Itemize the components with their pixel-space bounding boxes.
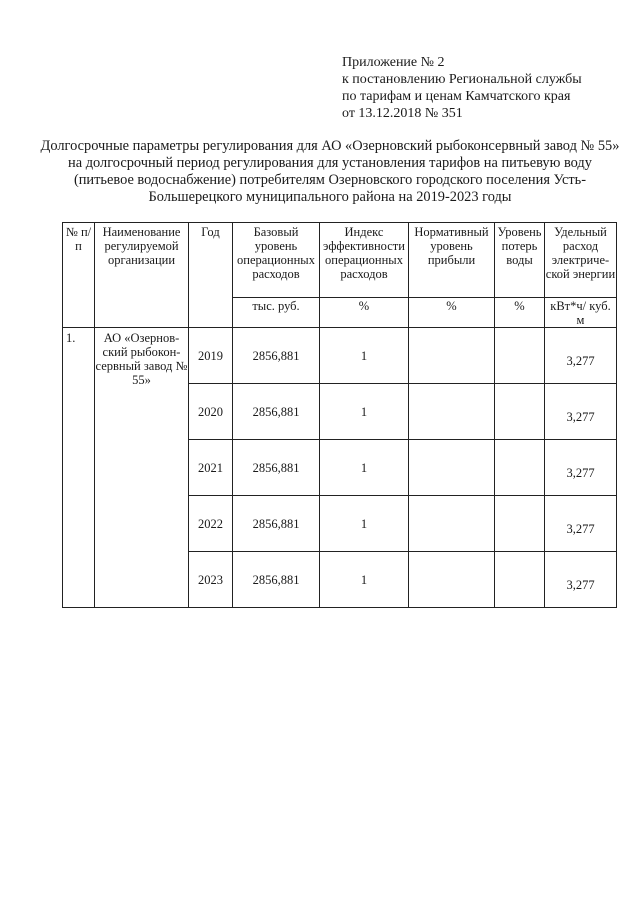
header-profit-level: Нормативный уровень прибыли [409, 223, 495, 298]
header-organization: Наименование регулируемой организации [95, 223, 189, 328]
header-efficiency-index: Индекс эффективности операционных расходов [320, 223, 409, 298]
cell-base-level: 2856,881 [233, 328, 320, 384]
cell-base-level: 2856,881 [233, 496, 320, 552]
cell-efficiency-index: 1 [320, 384, 409, 440]
cell-losses-level [495, 384, 545, 440]
cell-losses-level [495, 328, 545, 384]
cell-year: 2023 [189, 552, 233, 608]
header-base-level: Базовый уровень операционных расходов [233, 223, 320, 298]
cell-energy-use: 3,277 [545, 440, 617, 496]
header-losses-level: Уровень потерь воды [495, 223, 545, 298]
appendix-line: Приложение № 2 [342, 55, 445, 70]
header-energy-use: Удельный расход электриче-ской энергии [545, 223, 617, 298]
appendix-block [342, 54, 582, 122]
cell-base-level: 2856,881 [233, 384, 320, 440]
cell-efficiency-index: 1 [320, 496, 409, 552]
unit-losses-level: % [495, 298, 545, 328]
header-num: № п/п [63, 223, 95, 328]
cell-efficiency-index: 1 [320, 552, 409, 608]
cell-energy-use: 3,277 [545, 328, 617, 384]
cell-profit-level [409, 440, 495, 496]
unit-profit-level: % [409, 298, 495, 328]
organization-name: АО «Озернов-ский рыбокон-сервный завод № 55» [95, 328, 189, 608]
header-year: Год [189, 223, 233, 328]
cell-losses-level [495, 552, 545, 608]
cell-losses-level [495, 496, 545, 552]
cell-year: 2022 [189, 496, 233, 552]
cell-year: 2021 [189, 440, 233, 496]
cell-efficiency-index: 1 [320, 328, 409, 384]
appendix-line: от 13.12.2018 № 351 [342, 106, 463, 121]
cell-energy-use: 3,277 [545, 496, 617, 552]
cell-profit-level [409, 552, 495, 608]
cell-base-level: 2856,881 [233, 440, 320, 496]
cell-efficiency-index: 1 [320, 440, 409, 496]
unit-base-level: тыс. руб. [233, 298, 320, 328]
cell-year: 2020 [189, 384, 233, 440]
cell-base-level: 2856,881 [233, 552, 320, 608]
unit-energy-use: кВт*ч/ куб. м [545, 298, 617, 328]
cell-year: 2019 [189, 328, 233, 384]
document-title: Долгосрочные параметры регулирования для АО «Озерновский рыбоконсервный завод № 55» на долгосрочный период регулирования для установления тарифов на питьевую воду (питьевое водоснабжение) потребителям Озерновского городского поселения Усть-Большерецкого муниципального района на 2019-2023 годы [40, 138, 620, 205]
cell-profit-level [409, 496, 495, 552]
row-number: 1. [63, 328, 95, 608]
table-row [63, 328, 617, 384]
cell-energy-use: 3,277 [545, 552, 617, 608]
appendix-line: к постановлению Региональной службы [342, 72, 582, 87]
parameters-table [62, 222, 617, 608]
appendix-line: по тарифам и ценам Камчатского края [342, 89, 571, 104]
unit-efficiency-index: % [320, 298, 409, 328]
cell-profit-level [409, 384, 495, 440]
cell-energy-use: 3,277 [545, 384, 617, 440]
table-header-row [63, 223, 617, 298]
cell-losses-level [495, 440, 545, 496]
cell-profit-level [409, 328, 495, 384]
